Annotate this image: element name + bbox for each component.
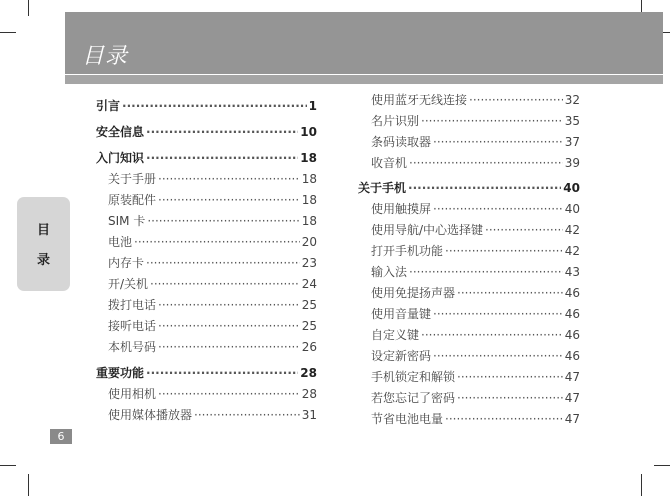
toc-entry[interactable] — [371, 328, 580, 342]
toc-entry-title: 打开手机功能 — [371, 244, 444, 258]
toc-entry-page: 18 — [301, 172, 317, 186]
toc-entry-page: 24 — [301, 277, 317, 291]
toc-entry-page: 47 — [564, 391, 580, 405]
toc-entry-title: 原装配件 — [108, 193, 157, 207]
toc-entry-page: 46 — [564, 349, 580, 363]
toc-entry[interactable] — [108, 319, 317, 333]
toc-entry[interactable] — [371, 135, 580, 149]
toc-entry-page: 37 — [564, 135, 580, 149]
toc-entry[interactable] — [371, 307, 580, 321]
toc-entry-page: 20 — [301, 235, 317, 249]
toc-entry-page: 40 — [563, 181, 580, 195]
toc-dot-leader — [469, 93, 563, 107]
toc-dot-leader — [147, 214, 299, 228]
toc-entry[interactable] — [96, 99, 317, 113]
toc-entry-page: 47 — [564, 412, 580, 426]
toc-entry-title: 使用导航/中心选择键 — [371, 223, 484, 237]
toc-entry-page: 35 — [564, 114, 580, 128]
toc-dot-leader — [158, 172, 300, 186]
toc-entry-page: 46 — [564, 286, 580, 300]
toc-entry[interactable] — [108, 408, 317, 422]
toc-entry-title: 使用相机 — [108, 387, 157, 401]
toc-entry[interactable] — [371, 412, 580, 426]
crop-mark — [0, 32, 16, 33]
toc-entry-title: 收音机 — [371, 156, 408, 170]
toc-entry[interactable] — [371, 265, 580, 279]
toc-entry[interactable] — [371, 349, 580, 363]
page-title: 目录 — [82, 44, 129, 69]
toc-entry-title: 自定义键 — [371, 328, 420, 342]
toc-entry[interactable] — [358, 181, 580, 195]
toc-dot-leader — [158, 340, 300, 354]
toc-entry-page: 18 — [301, 214, 317, 228]
toc-entry-title: 关于手机 — [358, 181, 407, 195]
toc-entry-title: 手机锁定和解锁 — [371, 370, 456, 384]
toc-entry-page: 46 — [564, 328, 580, 342]
toc-entry-title: 安全信息 — [96, 125, 145, 139]
toc-dot-leader — [194, 408, 300, 422]
toc-dot-leader — [445, 412, 563, 426]
toc-entry-title: 使用媒体播放器 — [108, 408, 193, 422]
toc-dot-leader — [150, 277, 300, 291]
toc-dot-leader — [409, 156, 563, 170]
toc-entry-title: 引言 — [96, 99, 121, 113]
toc-dot-leader — [408, 181, 561, 195]
toc-entry-page: 26 — [301, 340, 317, 354]
toc-entry[interactable] — [371, 244, 580, 258]
toc-dot-leader — [158, 319, 300, 333]
toc-entry[interactable] — [108, 387, 317, 401]
toc-entry[interactable] — [96, 366, 317, 380]
toc-entry[interactable] — [371, 286, 580, 300]
toc-entry-title: 本机号码 — [108, 340, 157, 354]
toc-entry-title: 入门知识 — [96, 151, 145, 165]
side-tab-char-1: 目 — [36, 223, 50, 238]
side-tab — [17, 197, 70, 291]
toc-entry[interactable] — [108, 235, 317, 249]
toc-entry[interactable] — [108, 256, 317, 270]
toc-entry[interactable] — [96, 125, 317, 139]
toc-entry[interactable] — [108, 214, 317, 228]
header-rule — [65, 75, 663, 84]
toc-entry[interactable] — [371, 156, 580, 170]
toc-entry-title: SIM 卡 — [108, 214, 146, 228]
toc-entry-page: 46 — [564, 307, 580, 321]
toc-entry[interactable] — [371, 93, 580, 107]
toc-entry-title: 重要功能 — [96, 366, 145, 380]
toc-entry[interactable] — [371, 223, 580, 237]
toc-entry-page: 32 — [564, 93, 580, 107]
toc-entry-page: 25 — [301, 298, 317, 312]
toc-entry-page: 40 — [564, 202, 580, 216]
toc-dot-leader — [146, 366, 298, 380]
toc-entry[interactable] — [371, 370, 580, 384]
toc-dot-leader — [457, 286, 563, 300]
toc-dot-leader — [122, 99, 307, 113]
page-number: 6 — [50, 429, 72, 444]
crop-mark — [28, 0, 29, 16]
toc-dot-leader — [409, 265, 563, 279]
toc-entry-title: 条码读取器 — [371, 135, 432, 149]
toc-entry-title: 使用免提扬声器 — [371, 286, 456, 300]
toc-entry-title: 使用蓝牙无线连接 — [371, 93, 468, 107]
crop-mark — [28, 474, 29, 496]
toc-entry-title: 接听电话 — [108, 319, 157, 333]
toc-dot-leader — [158, 387, 300, 401]
toc-dot-leader — [433, 307, 563, 321]
toc-entry-title: 输入法 — [371, 265, 408, 279]
toc-entry[interactable] — [371, 202, 580, 216]
toc-entry-page: 1 — [308, 99, 317, 113]
toc-entry-title: 设定新密码 — [371, 349, 432, 363]
toc-dot-leader — [421, 114, 563, 128]
toc-dot-leader — [134, 235, 300, 249]
toc-entry-title: 电池 — [108, 235, 133, 249]
crop-mark — [641, 474, 642, 496]
crop-mark — [654, 465, 670, 466]
toc-dot-leader — [433, 349, 563, 363]
toc-entry-title: 关于手册 — [108, 172, 157, 186]
toc-entry[interactable] — [371, 391, 580, 405]
toc-entry-page: 18 — [301, 193, 317, 207]
toc-entry-page: 39 — [564, 156, 580, 170]
toc-entry[interactable] — [108, 172, 317, 186]
toc-entry-page: 42 — [564, 223, 580, 237]
toc-entry-page: 28 — [300, 366, 317, 380]
toc-entry-title: 节省电池电量 — [371, 412, 444, 426]
toc-entry[interactable] — [96, 151, 317, 165]
toc-entry-title: 使用音量键 — [371, 307, 432, 321]
toc-entry-title: 名片识别 — [371, 114, 420, 128]
toc-entry-title: 开/关机 — [108, 277, 149, 291]
toc-entry-title: 拨打电话 — [108, 298, 157, 312]
toc-entry-page: 47 — [564, 370, 580, 384]
toc-dot-leader — [421, 328, 563, 342]
toc-entry-page: 43 — [564, 265, 580, 279]
toc-entry-page: 10 — [300, 125, 317, 139]
toc-dot-leader — [457, 370, 563, 384]
side-tab-char-2: 录 — [36, 253, 50, 268]
toc-dot-leader — [485, 223, 563, 237]
toc-dot-leader — [433, 135, 563, 149]
toc-dot-leader — [146, 125, 298, 139]
toc-dot-leader — [146, 151, 298, 165]
toc-dot-leader — [457, 391, 563, 405]
toc-entry-page: 31 — [301, 408, 317, 422]
toc-entry[interactable] — [108, 277, 317, 291]
toc-entry-page: 23 — [301, 256, 317, 270]
toc-entry-page: 18 — [300, 151, 317, 165]
toc-entry-title: 使用触摸屏 — [371, 202, 432, 216]
crop-mark — [0, 465, 16, 466]
toc-entry-title: 内存卡 — [108, 256, 145, 270]
toc-dot-leader — [445, 244, 563, 258]
toc-entry-title: 若您忘记了密码 — [371, 391, 456, 405]
toc-entry-page: 42 — [564, 244, 580, 258]
toc-dot-leader — [146, 256, 300, 270]
toc-entry[interactable] — [108, 193, 317, 207]
toc-entry-page: 25 — [301, 319, 317, 333]
header-band — [65, 12, 663, 74]
toc-entry[interactable] — [371, 114, 580, 128]
toc-dot-leader — [158, 193, 300, 207]
toc-dot-leader — [433, 202, 563, 216]
toc-entry-page: 28 — [301, 387, 317, 401]
toc-dot-leader — [158, 298, 300, 312]
toc-entry[interactable] — [108, 298, 317, 312]
toc-entry[interactable] — [108, 340, 317, 354]
